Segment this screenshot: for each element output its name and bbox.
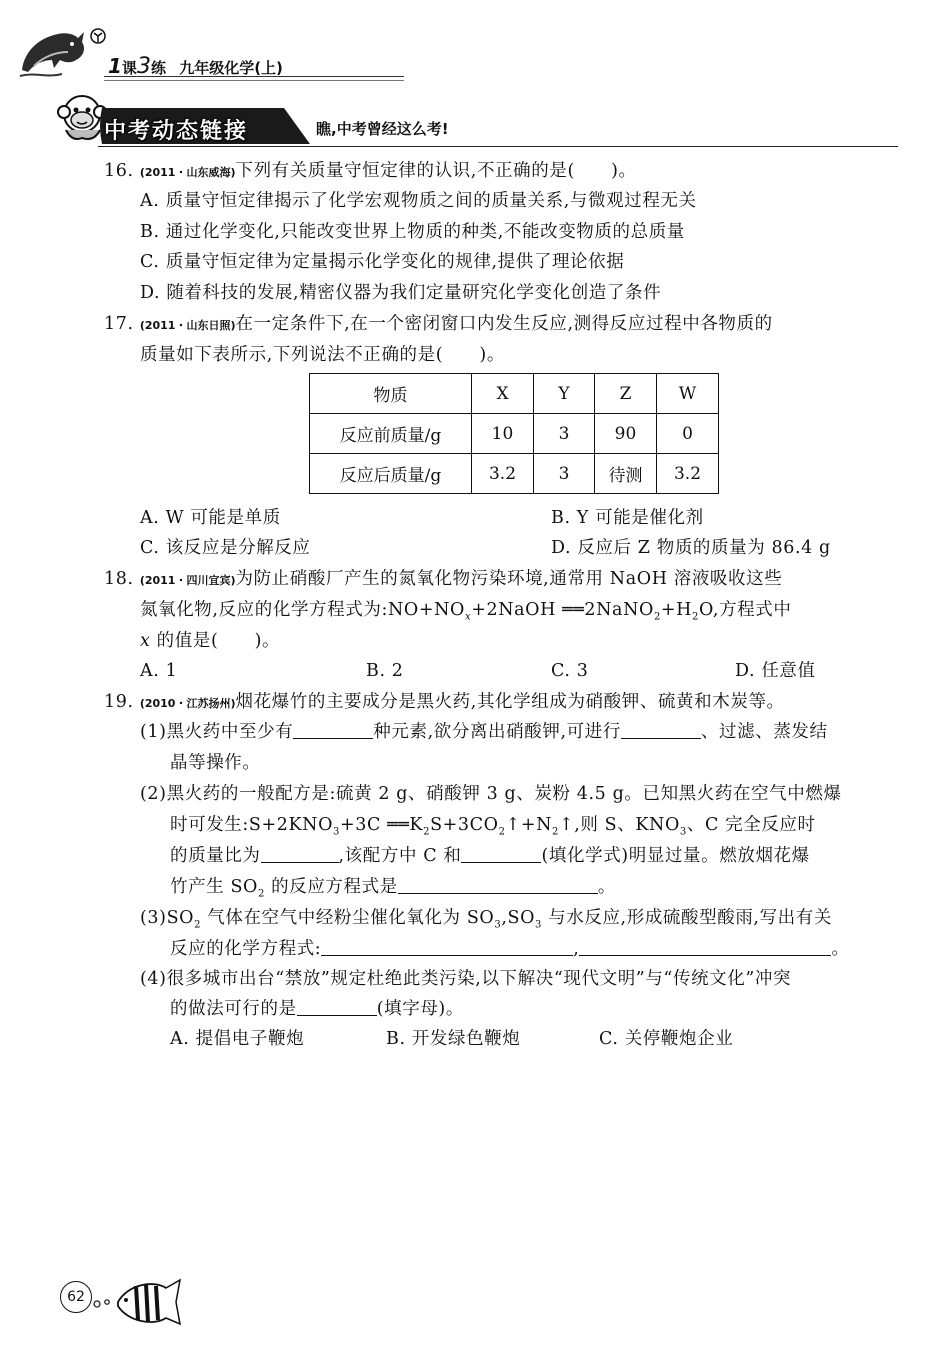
q19-subscript: 2 xyxy=(194,919,202,931)
brand-lian: 练 xyxy=(150,59,166,77)
banner-title: 中考动态链接 xyxy=(104,119,249,144)
q16-stem-line xyxy=(104,158,637,186)
q19-source: (2010・江苏扬州) xyxy=(139,697,236,710)
q17-stem-line-2: 质量如下表所示,下列说法不正确的是( )。 xyxy=(140,345,505,365)
answer-blank[interactable] xyxy=(321,937,573,956)
q19-part3-line-2 xyxy=(170,936,850,962)
q19-subscript: 3 xyxy=(535,919,542,931)
table-cell: 3 xyxy=(534,454,595,494)
table-cell: 反应后质量/g xyxy=(310,454,472,494)
q19-stem-line xyxy=(104,689,785,717)
page-number: 62 xyxy=(60,1281,92,1313)
q17-stem-1: 在一定条件下,在一个密闭窗口内发生反应,测得反应过程中各物质的 xyxy=(235,314,773,334)
q19-text: 的质量比为 xyxy=(170,846,261,866)
mass-table xyxy=(309,373,719,494)
q19-text: 反应的化学方程式: xyxy=(170,939,322,959)
table-row xyxy=(310,414,719,454)
table-cell: 3.2 xyxy=(472,454,534,494)
q18-stem-line-3 xyxy=(140,628,280,654)
header-rule-thin xyxy=(104,80,404,81)
q18-stem-line-2 xyxy=(140,597,791,631)
q19-text: 。 xyxy=(831,939,850,959)
table-header-cell: 物质 xyxy=(310,374,472,414)
q18-option-a: A. 1 xyxy=(140,661,178,681)
q16-option-c: C. 质量守恒定律为定量揭示化学变化的规律,提供了理论依据 xyxy=(140,252,625,272)
q19-text: 种元素,欲分离出硝酸钾,可进行 xyxy=(373,722,621,742)
q19-text: +3C ══K xyxy=(339,815,424,835)
q19-subscript: 2 xyxy=(423,826,431,838)
table-cell: 反应前质量/g xyxy=(310,414,472,454)
table-header-cell: W xyxy=(657,374,719,414)
q18-option-b: B. 2 xyxy=(366,661,404,681)
q19-text: 、过滤、蒸发结 xyxy=(700,722,828,742)
q19-part4-line-2 xyxy=(170,996,464,1022)
header-rule xyxy=(104,76,404,77)
q17-option-c: C. 该反应是分解反应 xyxy=(140,538,311,558)
q19-part2-line-3 xyxy=(170,843,810,869)
q17-option-a: A. W 可能是单质 xyxy=(140,508,281,528)
q19-text: (填字母)。 xyxy=(376,999,464,1019)
table-cell: 3 xyxy=(534,414,595,454)
answer-blank[interactable] xyxy=(621,720,701,739)
q16-stem: 下列有关质量守恒定律的认识,不正确的是( )。 xyxy=(235,161,637,181)
q17-source: (2011・山东日照) xyxy=(139,319,236,332)
q17-option-b: B. Y 可能是催化剂 xyxy=(551,508,704,528)
q19-text: (1)黑火药中至少有 xyxy=(140,722,294,742)
table-cell: 3.2 xyxy=(657,454,719,494)
q18-text: 氮氧化物,反应的化学方程式为:NO+NO xyxy=(140,600,465,620)
table-header-cell: X xyxy=(472,374,534,414)
q19-text: S+3CO xyxy=(430,815,499,835)
q19-part1-line-1 xyxy=(140,719,828,745)
q19-text: 、C 完全反应时 xyxy=(686,815,816,835)
q19-subscript: 3 xyxy=(679,826,687,838)
banner-slogan: 瞧,中考曾经这么考! xyxy=(316,120,449,138)
q19-part1-line-2: 晶等操作。 xyxy=(170,753,261,773)
answer-blank[interactable] xyxy=(261,844,339,863)
q16-option-a: A. 质量守恒定律揭示了化学宏观物质之间的质量关系,与微观过程无关 xyxy=(140,191,697,211)
q19-text: ↑,则 S、KNO xyxy=(558,815,680,835)
answer-blank[interactable] xyxy=(461,844,541,863)
q18-variable: x xyxy=(140,631,151,651)
q17-number: 17. xyxy=(104,314,134,334)
q19-text: ,SO xyxy=(501,908,536,928)
fish-icon xyxy=(92,1276,182,1328)
q19-option-b: B. 开发绿色鞭炮 xyxy=(386,1029,521,1049)
q18-text: 的值是( )。 xyxy=(150,631,281,651)
q19-text: 的反应方程式是 xyxy=(264,877,398,897)
q19-subscript: 2 xyxy=(498,826,506,838)
q19-subscript: 3 xyxy=(494,919,502,931)
q19-subscript: 2 xyxy=(552,826,559,838)
answer-blank[interactable] xyxy=(398,875,598,894)
q18-source: (2011・四川宜宾) xyxy=(139,574,236,587)
dolphin-logo-icon xyxy=(14,22,106,84)
q16-option-b: B. 通过化学变化,只能改变世界上物质的种类,不能改变物质的总质量 xyxy=(140,222,685,242)
q19-stem: 烟花爆竹的主要成分是黑火药,其化学组成为硝酸钾、硫黄和木炭等。 xyxy=(235,692,785,712)
q16-number: 16. xyxy=(104,161,134,181)
table-cell: 10 xyxy=(472,414,534,454)
answer-blank[interactable] xyxy=(293,720,373,739)
q19-text: , xyxy=(573,939,580,959)
q18-subscript: 2 xyxy=(653,611,661,623)
table-cell: 90 xyxy=(595,414,657,454)
q19-text: 气体在空气中经粉尘催化氧化为 SO xyxy=(201,908,495,928)
table-cell: 待测 xyxy=(595,454,657,494)
brand-3: 3 xyxy=(136,54,151,79)
q19-text: (填化学式)明显过量。燃放烟花爆 xyxy=(541,846,810,866)
q18-number: 18. xyxy=(104,569,134,589)
q18-subscript: 2 xyxy=(692,611,699,623)
q19-part3-line-1 xyxy=(140,905,832,939)
q19-subscript: 2 xyxy=(258,888,265,900)
q19-text: 。 xyxy=(597,877,616,897)
q18-stem-line-1 xyxy=(104,566,782,594)
q19-text: 的做法可行的是 xyxy=(170,999,297,1019)
q19-text: ,该配方中 C 和 xyxy=(338,846,462,866)
q18-text: +2NaOH ══2NaNO xyxy=(471,600,654,620)
q19-part2-line-1: (2)黑火药的一般配方是:硫黄 2 g、硝酸钾 3 g、炭粉 4.5 g。已知黑火药在空气中燃爆 xyxy=(140,784,842,804)
table-cell: 0 xyxy=(657,414,719,454)
q18-text: O,方程式中 xyxy=(699,600,792,620)
q19-text: ↑+N xyxy=(505,815,553,835)
q19-option-a: A. 提倡电子鞭炮 xyxy=(170,1029,305,1049)
q18-option-d: D. 任意值 xyxy=(735,661,816,681)
table-header-row xyxy=(310,374,719,414)
answer-blank[interactable] xyxy=(297,997,377,1016)
q19-text: 时可发生:S+2KNO xyxy=(170,815,334,835)
q19-text: (3)SO xyxy=(140,908,195,928)
q19-part2-line-4 xyxy=(170,874,616,908)
table-header-cell: Y xyxy=(534,374,595,414)
q18-text: +H xyxy=(660,600,693,620)
book-title: 九年级化学(上) xyxy=(179,59,283,77)
banner-underline xyxy=(98,146,898,147)
q19-number: 19. xyxy=(104,692,134,712)
q19-text: 竹产生 SO xyxy=(170,877,258,897)
q18-option-c: C. 3 xyxy=(551,661,589,681)
q19-part2-line-2 xyxy=(170,812,816,846)
brand-ke: 课 xyxy=(121,59,137,77)
q18-subscript: x xyxy=(464,611,472,623)
table-row xyxy=(310,454,719,494)
q16-source: (2011・山东威海) xyxy=(139,166,236,179)
q16-option-d: D. 随着科技的发展,精密仪器为我们定量研究化学变化创造了条件 xyxy=(140,283,662,303)
q19-option-c: C. 关停鞭炮企业 xyxy=(599,1029,734,1049)
table-header-cell: Z xyxy=(595,374,657,414)
q19-subscript: 3 xyxy=(333,826,340,838)
q19-part4-line-1: (4)很多城市出台“禁放”规定杜绝此类污染,以下解决“现代文明”与“传统文化”冲突 xyxy=(140,969,792,989)
answer-blank[interactable] xyxy=(579,937,831,956)
q17-option-d: D. 反应后 Z 物质的质量为 86.4 g xyxy=(551,538,831,558)
brand-1: 1 xyxy=(108,54,122,78)
q19-text: 与水反应,形成硫酸型酸雨,写出有关 xyxy=(542,908,832,928)
q17-stem-line-1 xyxy=(104,311,773,339)
q18-stem-1: 为防止硝酸厂产生的氮氧化物污染环境,通常用 NaOH 溶液吸收这些 xyxy=(235,569,783,589)
